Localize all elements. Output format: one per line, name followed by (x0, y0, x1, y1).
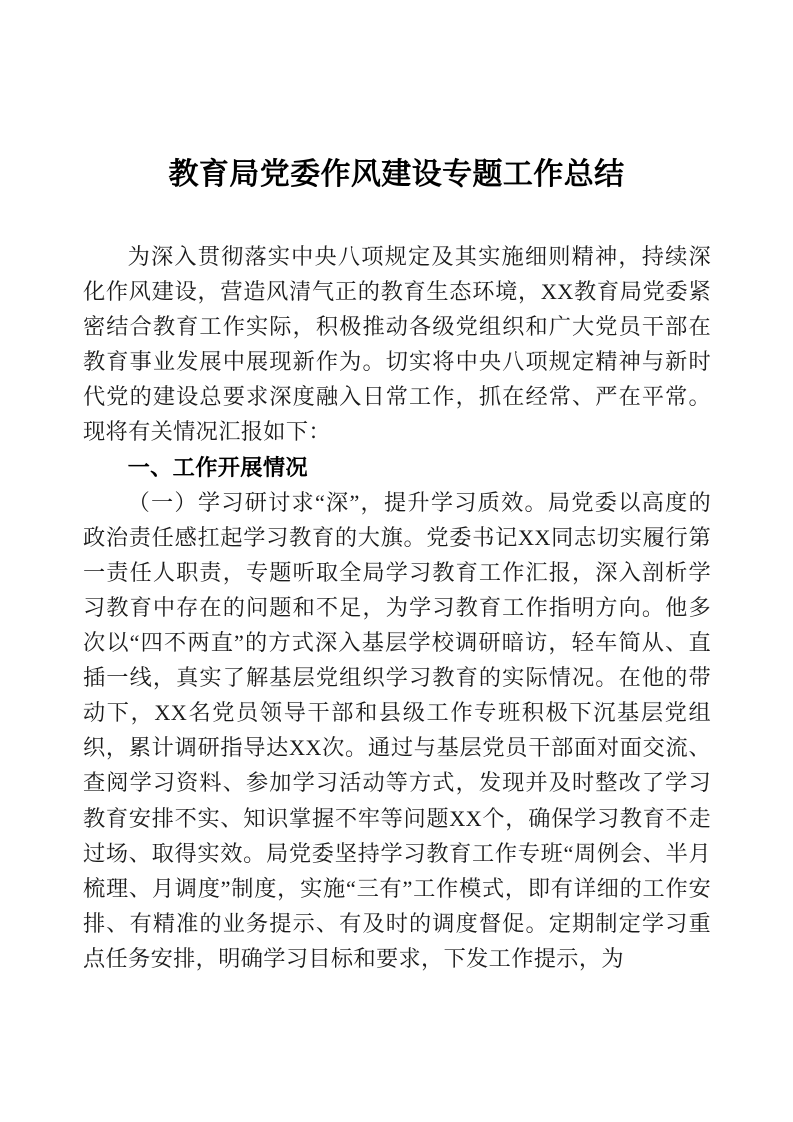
body-paragraph: （一）学习研讨求“深”，提升学习质效。局党委以高度的政治责任感扛起学习教育的大旗。党委书记XX同志切实履行第一责任人职责，专题听取全局学习教育工作汇报，深入剖析学习教育中存在的问题和不足，为学习教育工作指明方向。他多次以“四不两直”的方式深入基层学校调研暗访，轻车简从、直插一线，真实了解基层党组织学习教育的实际情况。在他的带动下，XX名党员领导干部和县级工作专班积极下沉基层党组织，累计调研指导达XX次。通过与基层党员干部面对面交流、查阅学习资料、参加学习活动等方式，发现并及时整改了学习教育安排不实、知识掌握不牢等问题XX个，确保学习教育不走过场、取得实效。局党委坚持学习教育工作专班“周例会、半月梳理、月调度”制度，实施“三有”工作模式，即有详细的工作安排、有精准的业务提示、有及时的调度督促。定期制定学习重点任务安排，明确学习目标和要求，下发工作提示，为 (83, 489, 711, 971)
body-paragraph: 为深入贯彻落实中央八项规定及其实施细则精神，持续深化作风建设，营造风清气正的教育生态环境，XX教育局党委紧密结合教育工作实际，积极推动各级党组织和广大党员干部在教育事业发展中展现新作为。切实将中央八项规定精神与新时代党的建设总要求深度融入日常工作，抓在经常、严在平常。现将有关情况汇报如下： (83, 244, 711, 445)
page-title: 教育局党委作风建设专题工作总结 (168, 158, 625, 191)
title-spacer (0, 193, 793, 231)
section-heading: 一、工作开展情况 (127, 454, 308, 480)
document-body (83, 239, 711, 976)
